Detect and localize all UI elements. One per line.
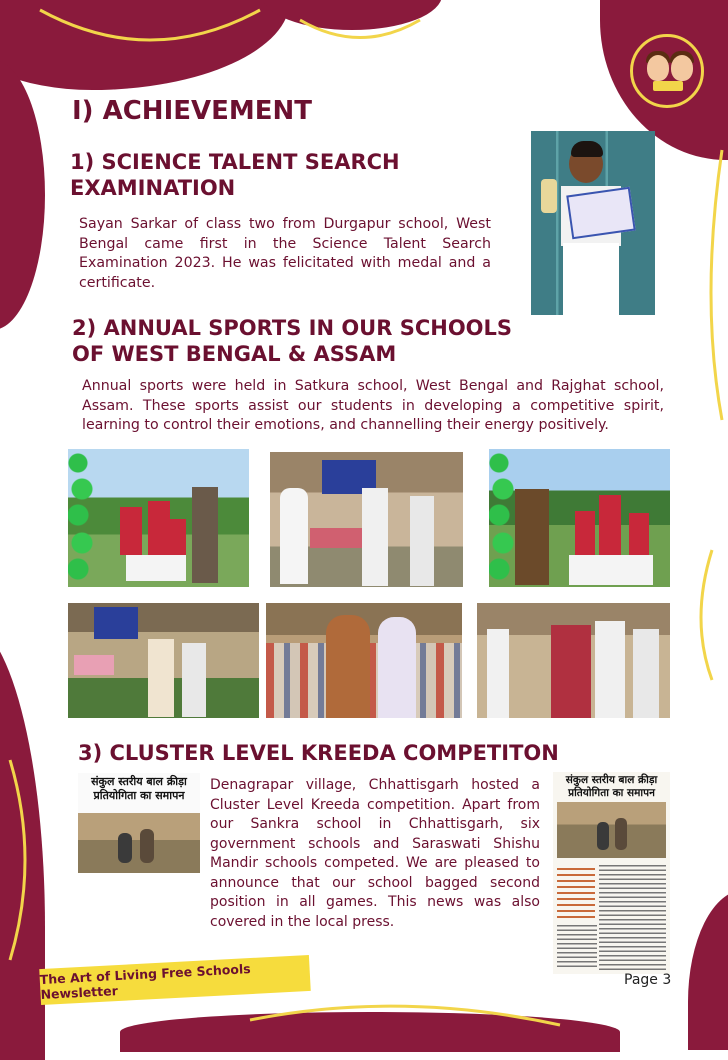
newsletter-title: The Art of Living Free Schools Newsletter (39, 961, 252, 1003)
sports-photo-6 (477, 603, 670, 718)
newspaper-clipping-full (553, 772, 670, 974)
sports-photo-5 (266, 603, 462, 718)
newspaper-clipping-small (78, 773, 200, 873)
sports-photo-1 (68, 449, 249, 587)
sports-photo-3 (489, 449, 670, 587)
clipping-headline-small: संकुल स्तरीय बाल क्रीड़ा प्रतियोगिता का समापन (91, 775, 187, 802)
section3-title: 3) CLUSTER LEVEL KREEDA COMPETITON (78, 741, 559, 765)
page-heading: I) ACHIEVEMENT (72, 96, 313, 126)
clipping-headline-full: संकुल स्तरीय बाल क्रीड़ा प्रतियोगिता का समापन (565, 774, 658, 799)
section2-body: Annual sports were held in Satkura school, West Bengal and Rajghat school, Assam. These sports assist our students in developing a competitive spirit, learning to control their emotions, and channelling their energy positively. (82, 378, 664, 433)
student-award-photo (531, 131, 655, 315)
section2-title: 2) ANNUAL SPORTS IN OUR SCHOOLS OF WEST BENGAL & ASSAM (72, 316, 513, 366)
sports-photo-2 (270, 452, 463, 587)
section1-body: Sayan Sarkar of class two from Durgapur school, West Bengal came first in the Science Talent Search Examination 2023. He was felicitated with medal and a certificate. (79, 216, 491, 291)
page-number: Page 3 (624, 972, 672, 988)
section1-title: 1) SCIENCE TALENT SEARCH EXAMINATION (70, 150, 400, 200)
art-of-living-free-schools-logo (630, 34, 704, 108)
sports-photo-4 (68, 603, 259, 718)
section3-body: Denagrapar village, Chhattisgarh hosted a Cluster Level Kreeda competition. Apart from our Sankra school in Chhattisgarh, six government schools and Saraswati Shishu Mandir schools competed. We are pleased to announce that our school bagged second position in all games. This news was also covered in the local press. (210, 777, 540, 930)
